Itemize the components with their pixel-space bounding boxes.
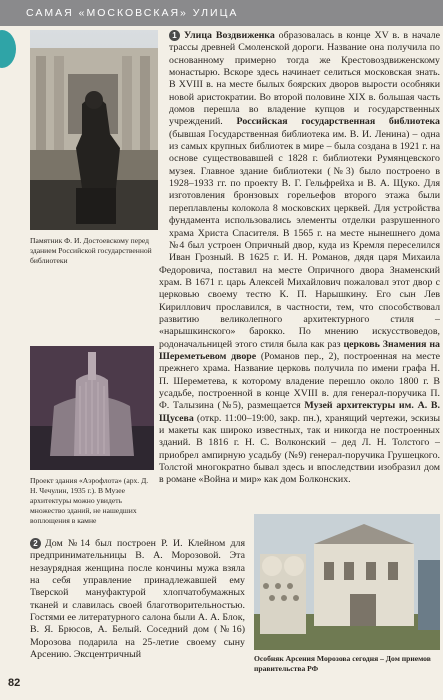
section-2-marker: 2	[30, 538, 41, 549]
church-name: церковь Знамения на Шереметьевом дворе	[159, 338, 440, 362]
section-1-paragraph-c: (Романов пер., 2), построенная на месте прежнего храма. Название церковь получила по имени графа Н. П. Шереметева, к которому владение перешло около 1800 г. В усадьбе, построенной в конце XVIII в. для генерал-поручика П. Ф. Талызина (№5), размещается	[159, 350, 440, 412]
street-title: Улица Воздвиженка	[184, 30, 275, 41]
section-1-paragraph-a: образовалась в конце XV в. в начале трассы древней Смоленской дороги. Название она получила по основанному примерно тогда же Крестовоздвиженскому монастырю. Вскоре здесь начинает селиться московская знать. В XVIII в. на месте былых боярских дворов вырости особняки новой аристократии. Во второй половине XIX в. большая часть домов перешла во владение купцов и государственных учреждений.	[169, 30, 440, 128]
morozov-mansion-photo	[254, 514, 440, 650]
chapter-tab-marker	[0, 30, 16, 68]
section-2-text	[30, 538, 245, 676]
caption-aeroflot: Проект здания «Аэрофлота» (арх. Д. Н. Чечулин, 1935 г.). В Музее архитектуры можно увидеть множество зданий, не нашедших воплощения в камне	[30, 476, 149, 525]
museum-name: Музей архитектуры им. А. В. Щусева	[159, 400, 440, 424]
section-1-paragraph-d: (откр. 11:00–19:00, закр. пн.), хранящий чертежи, эскизы и макеты как широко известных, так и никогда не построенных зданий. В 1816 г. Н. С. Волконский – дед Л. Н. Толстого – приобрел ампирную усадьбу (№9) генерал-поручика Грушецкого. Толстой многократно бывал здесь и впоследствии изобразил дом в романе «Война и мир» как дом Болконских.	[159, 412, 440, 486]
running-header	[0, 0, 443, 26]
running-title: САМАЯ «МОСКОВСКАЯ» УЛИЦА	[26, 7, 239, 19]
section-2-paragraph: Дом №14 был построен Р. И. Клейном для предпринимательницы В. А. Морозовой. Эта незаурядная женщина после кончины мужа взяла на себя управление принадлежавшей ему Тверской мануфактурой хлопчатобумажных тканей и славилась своей благотворительностью. Гостями ее литературного салона были А. А. Блок, В. Я. Брюсов, А. Белый. Соседний дом (№16) Морозова подарила на 25-летие своему сыну Арсению. Эксцентричный	[30, 538, 245, 661]
section-1-paragraph-b: (бывшая Государственная библиотека им. В. И. Ленина) – одна из самых крупных библиотек в мире – была создана в 1921 г. на основе существовавшей с 1828 г. библиотеки Румянцевского музея. Главное здание библиотеки (№3) было построено в 1928–1933 гг. по проекту В. Г. Гельфрейха и В. А. Щуко. Для изготовления бронзовых горельефов второго этажа были переплавлены колокола 8 московских церквей. Для устройства фундамента использовались элементы отделки разрушенного храма Христа Спасителя. В 1565 г. на месте нынешнего дома №4 был устроен Опричный двор, куда из Кремля переселился Иван Грозный. В 1625 г. И. Н. Романов, дядя царя Михаила Федоровича, поставил на месте Опричного двора Знаменский храм. В 1671 г. царь Алексей Михайлович пожаловал этот двор с церковью своему тестю К. П. Нарышкину. Его сын Лев Кириллович прославился, в частности, тем, что способствовал развитию великолепного архитектурного стиля – «нарышкинского» барокко. По мнению искусствоведов, родоначальницей этого стиля была как раз	[159, 128, 440, 350]
caption-dostoevsky: Памятник Ф. И. Достоевскому перед зданием Российской государственной библиотеки	[30, 236, 152, 265]
page-number: 82	[8, 677, 21, 689]
caption-morozov: Особняк Арсения Морозова сегодня – Дом приемов правительства РФ	[254, 654, 431, 673]
section-1-text	[30, 30, 440, 512]
section-1-marker: 1	[169, 30, 180, 41]
library-name: Российская государственная библиотека	[236, 116, 440, 128]
